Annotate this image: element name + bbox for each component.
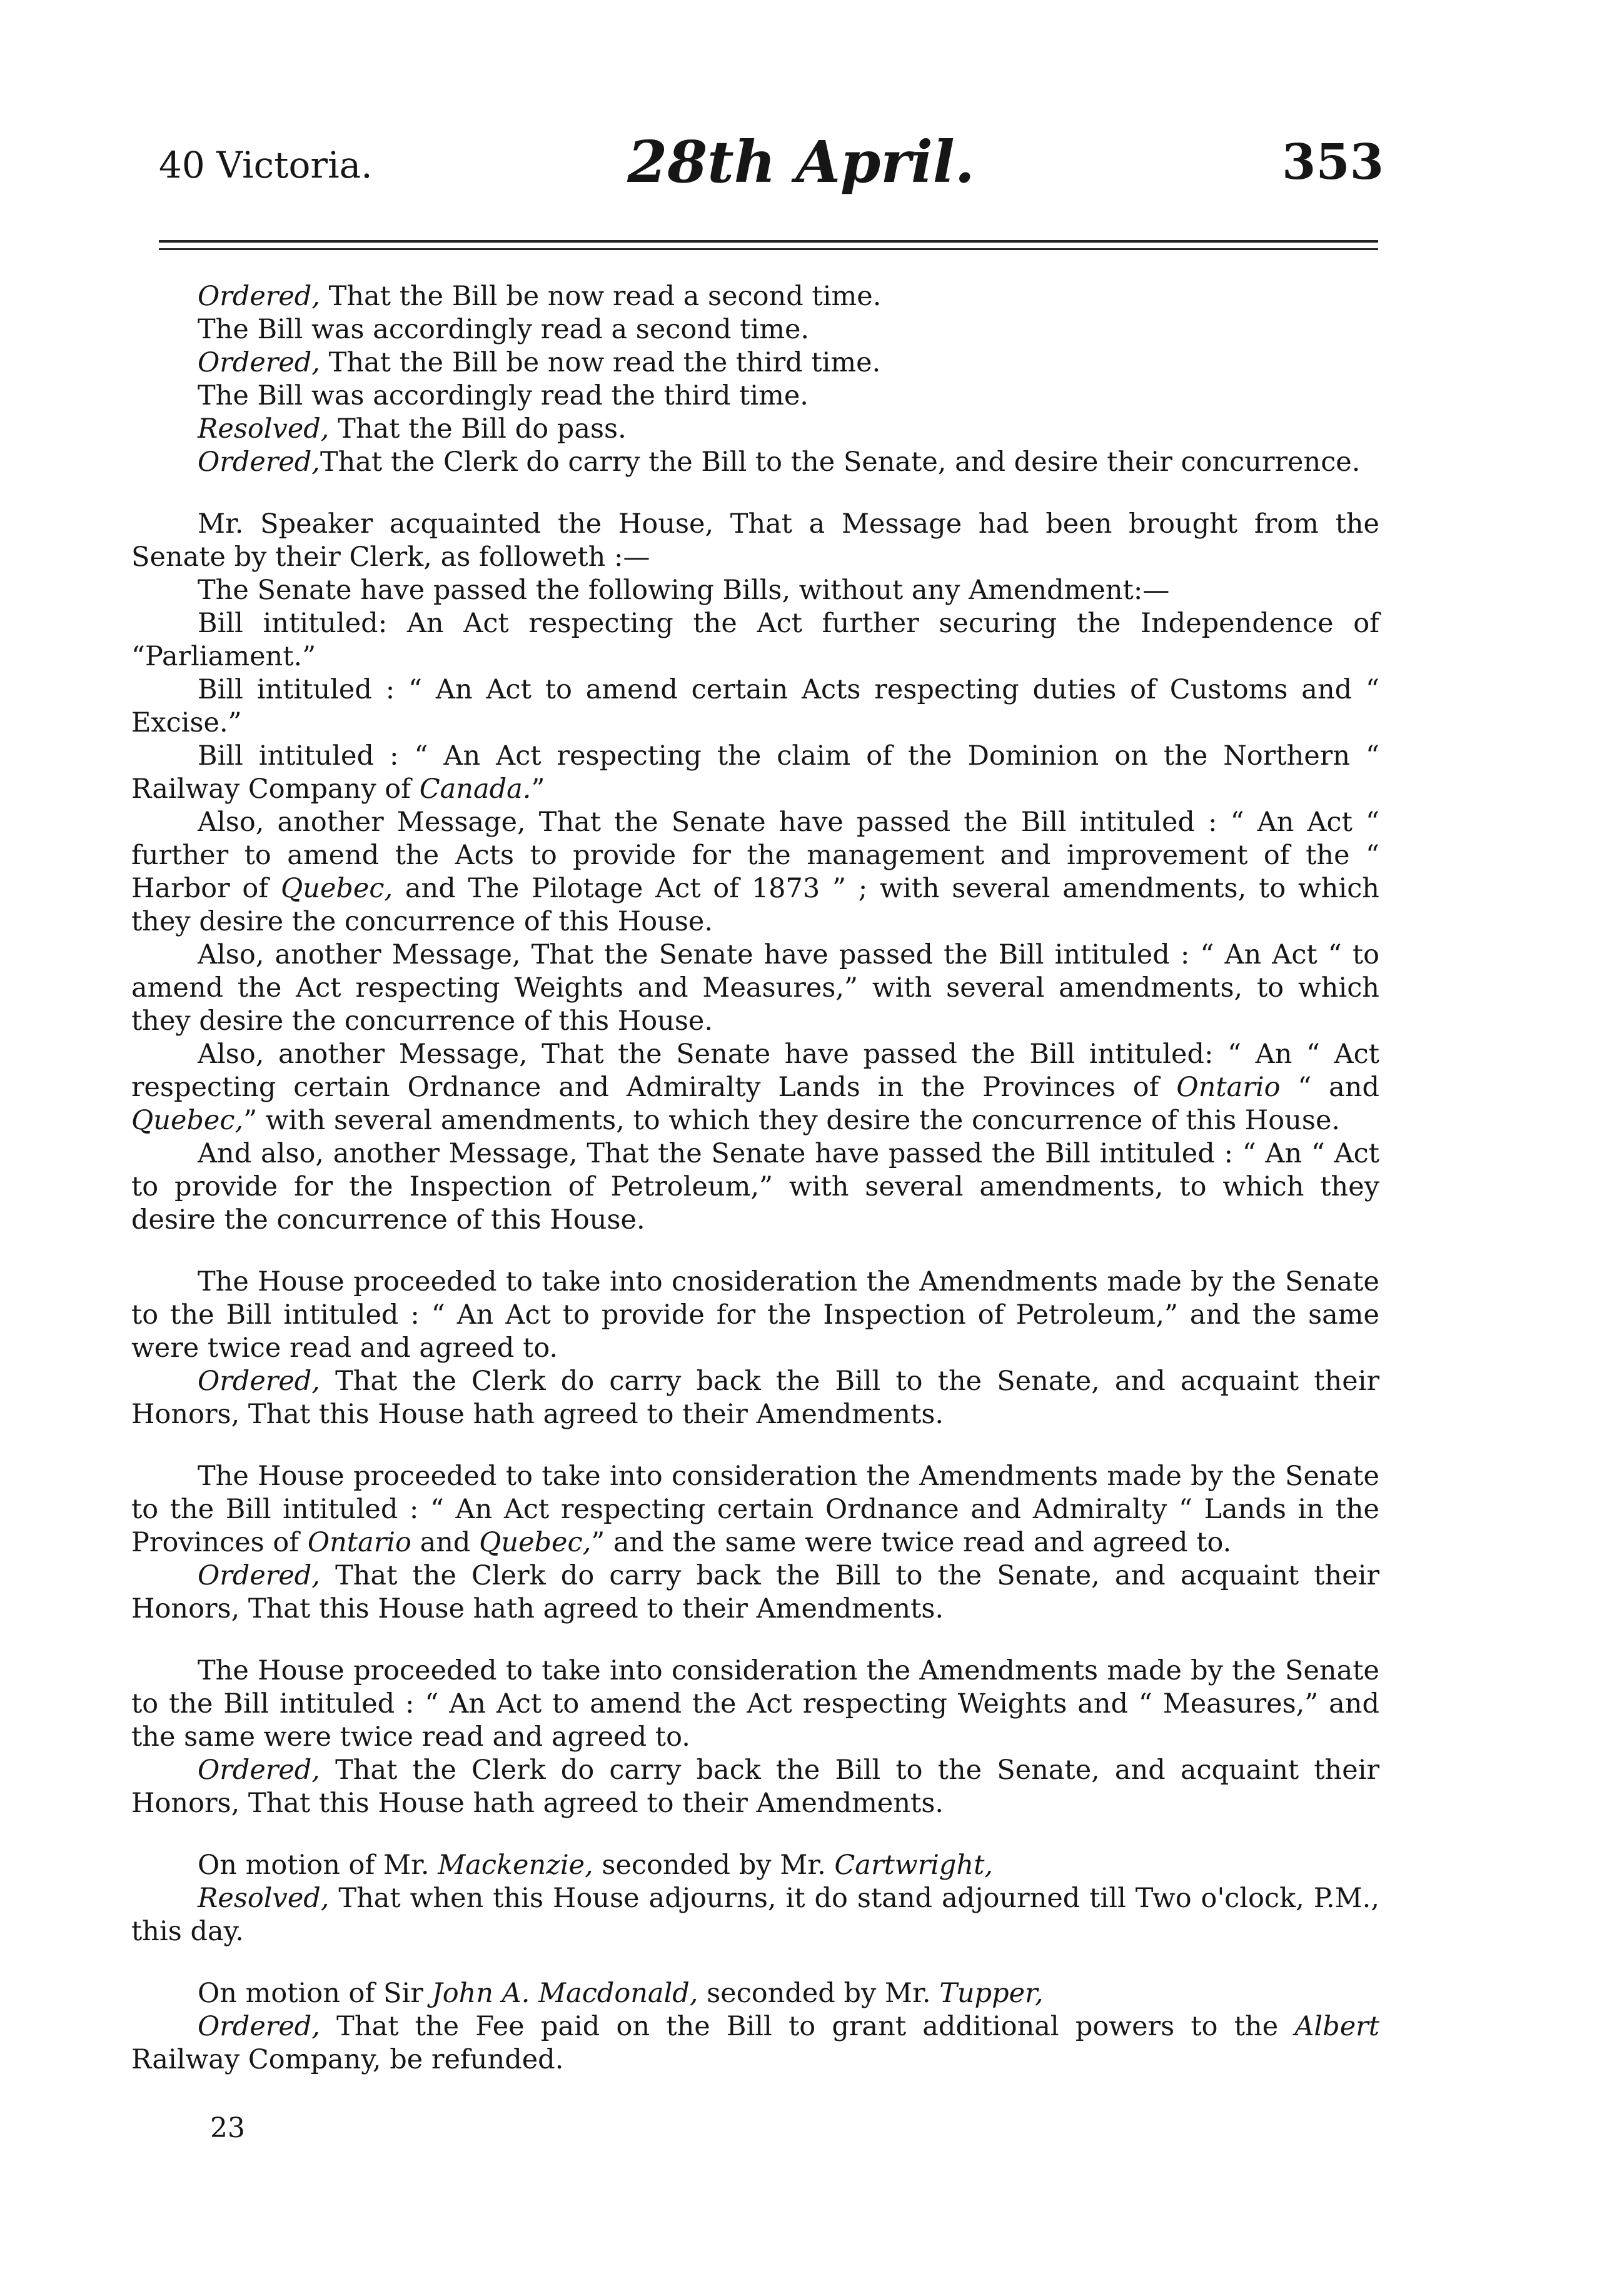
entry-third-reading: The Bill was accordingly read the third time. <box>198 380 809 411</box>
entry-consider-petroleum: The House proceeded to take into cnosideration the Amendments made by the Senate to the Bill intituled : “ An Act to provide for the Inspection of Petroleum,” and the same were twice read and agreed to. <box>131 1266 1379 1364</box>
entry-senate-passed: The Senate have passed the following Bills, without any Amendment:— <box>198 575 1170 606</box>
header-rule-top <box>159 240 1378 243</box>
entry-bill-northern-railway: Bill intituled : “ An Act respecting the claim of the Dominion on the Northern “ Railway Company of Canada.” <box>131 740 1379 805</box>
entry-message-harbor-quebec: Also, another Message, That the Senate have passed the Bill intituled : “ An Act “ further to amend the Acts to provide for the management and improvement of the “ Harbor of Quebec, and The Pilotage Act of 1873 ” ; with several amendments, to which they desire the concurrence of this House. <box>131 807 1379 937</box>
page-number: 353 <box>1282 134 1384 191</box>
entry-ordered-weights: Ordered, That the Clerk do carry back the Bill to the Senate, and acquaint their Honors, That this House hath agreed to their Amendments. <box>131 1755 1379 1819</box>
entry-bill-independence: Bill intituled: An Act respecting the Act further securing the Independence of “Parliament.” <box>131 608 1379 672</box>
entry-message-ordnance-lands: Also, another Message, That the Senate have passed the Bill intituled: “ An “ Act respecting certain Ordnance and Admiralty Lands in the Provinces of Ontario “ and Quebec,” with several amendments, to which they desire the concurrence of this House. <box>131 1039 1379 1136</box>
entry-message-weights-measures: Also, another Message, That the Senate have passed the Bill intituled : “ An Act “ to amend the Act respecting Weights and Measures,” with several amendments, to which they desire the concurrence of this House. <box>131 939 1379 1037</box>
entry-motion-macdonald: On motion of Sir John A. Macdonald, seconded by Mr. Tupper, <box>198 1978 1044 2009</box>
journal-body <box>131 280 1379 2077</box>
entry-consider-ordnance: The House proceeded to take into consideration the Amendments made by the Senate to the Bill intituled : “ An Act respecting certain Ordnance and Admiralty “ Lands in the Provinces of Ontario and Quebec,” and the same were twice read and agreed to. <box>131 1461 1379 1558</box>
entry-motion-mackenzie: On motion of Mr. Mackenzie, seconded by Mr. Cartwright, <box>198 1850 994 1881</box>
entry-bill-customs: Bill intituled : “ An Act to amend certain Acts respecting duties of Customs and “ Excise.” <box>131 674 1379 738</box>
entry-ordered-fee-refund: Ordered, That the Fee paid on the Bill to grant additional powers to the Albert Railway Company, be refunded. <box>131 2011 1379 2075</box>
running-head-session: 40 Victoria. <box>159 144 373 186</box>
entry-second-reading: The Bill was accordingly read a second time. <box>198 314 810 345</box>
entry-resolved-pass: Resolved, That the Bill do pass. <box>198 413 627 445</box>
entry-ordered-senate: Ordered,That the Clerk do carry the Bill to the Senate, and desire their concurrence. <box>198 446 1361 478</box>
entry-ordered-petroleum: Ordered, That the Clerk do carry back the Bill to the Senate, and acquaint their Honors, That this House hath agreed to their Amendments. <box>131 1366 1379 1430</box>
header-rule-bottom <box>159 248 1378 250</box>
entry-resolved-adjourn: Resolved, That when this House adjourns, it do stand adjourned till Two o'clock, P.M., this day. <box>131 1883 1379 1947</box>
entry-consider-weights: The House proceeded to take into consideration the Amendments made by the Senate to the Bill intituled : “ An Act to amend the Act respecting Weights and “ Measures,” and the same were twice read and agreed to. <box>131 1655 1379 1753</box>
signature-mark: 23 <box>210 2112 245 2144</box>
running-head-date: 28th April. <box>627 128 975 196</box>
entry-speaker-message: Mr. Speaker acquainted the House, That a Message had been brought from the Senate by their Clerk, as followeth :— <box>131 508 1379 573</box>
entry-ordered-third-reading: Ordered, That the Bill be now read the third time. <box>198 347 881 378</box>
entry-message-petroleum: And also, another Message, That the Senate have passed the Bill intituled : “ An “ Act to provide for the Inspection of Petroleum,” with several amendments, to which they desire the concurrence of this House. <box>131 1138 1379 1236</box>
entry-ordered-second-reading: Ordered, That the Bill be now read a second time. <box>198 281 882 312</box>
entry-ordered-ordnance: Ordered, That the Clerk do carry back the Bill to the Senate, and acquaint their Honors, That this House hath agreed to their Amendments. <box>131 1560 1379 1624</box>
